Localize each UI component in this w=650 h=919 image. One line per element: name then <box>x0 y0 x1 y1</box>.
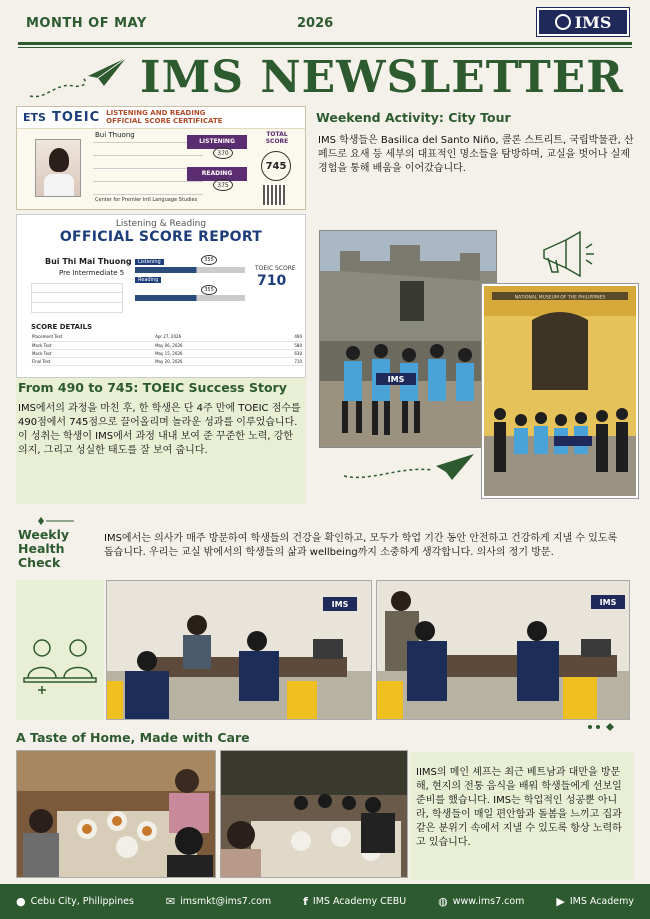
email-icon: ✉ <box>165 895 176 908</box>
facebook-icon: f <box>303 895 308 908</box>
table-cell: 710 <box>266 357 303 365</box>
toeic-certificate-image <box>16 106 306 210</box>
youtube-icon: ▶ <box>556 895 565 908</box>
report-reading-score: 355 <box>201 285 217 295</box>
health-heading-line2: Health <box>18 541 65 556</box>
fort-group-illustration <box>320 231 497 448</box>
score-report-image <box>16 214 306 378</box>
globe-icon: ◍ <box>438 895 448 908</box>
table-cell: Mock Test <box>31 341 154 349</box>
header-rule-thin <box>18 47 632 48</box>
museum-sign: NATIONAL MUSEUM OF THE PHILIPPINES <box>514 295 606 301</box>
certificate-banner <box>106 110 222 125</box>
footer-email[interactable] <box>166 895 271 908</box>
doctor-consultation-icon <box>22 628 98 698</box>
listening-bar <box>135 267 245 273</box>
group-banner: IMS <box>387 375 405 384</box>
table-row <box>31 357 303 365</box>
newsletter-title: IMS NEWSLETTER <box>140 52 624 103</box>
toeic-logo: TOEIC <box>51 110 101 125</box>
month-label: MONTH OF MAY <box>26 16 147 31</box>
health-check-body: IMS에서는 의사가 매주 방문하여 학생들의 건강을 확인하고, 모두가 학업 기간 동안 안전하고 건강하게 지낼 수 있도록 돕습니다. 우리는 교실 밖에서의 학생들의 삶과 wellbeing까지 소중하게 생각합니다. 의사의 정기 방문. <box>104 533 618 558</box>
footer-facebook[interactable] <box>303 895 406 908</box>
weekend-heading: Weekend Activity: City Tour <box>316 110 511 125</box>
certificate-banner-line1: LISTENING AND READING <box>106 109 206 118</box>
table-cell: Apr 27, 2026 <box>154 333 266 341</box>
taste-of-home-heading: A Taste of Home, Made with Care <box>16 730 250 745</box>
score-details-label: SCORE DETAILS <box>31 323 93 331</box>
report-listening-score: 355 <box>201 255 217 265</box>
report-level: Pre Intermediate 5 <box>59 269 125 277</box>
table-cell: Mock Test <box>31 349 154 357</box>
table-row <box>31 333 303 341</box>
listening-tag: Listening <box>135 259 164 265</box>
sparkle-icon <box>30 514 80 528</box>
logo-text: IMS <box>574 12 612 32</box>
wall-sign: IMS <box>331 600 349 609</box>
logo-circle-icon <box>555 14 571 30</box>
table-cell: 630 <box>266 349 303 357</box>
reading-score: 375 <box>213 179 233 191</box>
wall-sign: IMS <box>599 598 617 607</box>
footer-facebook-text[interactable]: IMS Academy CEBU <box>312 896 407 907</box>
toeic-score-label: TOEIC SCORE <box>255 265 296 272</box>
student-photo <box>35 139 81 197</box>
health-check-photo-1 <box>106 580 372 720</box>
table-cell: Final Test <box>31 357 154 365</box>
certificate-footer: Center for Premier Intl Language Studies <box>95 197 198 203</box>
ets-logo: ETS <box>23 111 46 124</box>
reading-label: READING <box>187 167 247 181</box>
report-info-grid <box>31 283 123 313</box>
table-cell: 490 <box>266 333 303 341</box>
table-cell: 580 <box>266 341 303 349</box>
national-museum-photo <box>482 284 638 498</box>
success-story-heading: From 490 to 745: TOEIC Success Story <box>18 380 287 395</box>
footer-website-text[interactable]: www.ims7.com <box>452 896 525 907</box>
header-rule <box>18 42 632 45</box>
taste-of-home-body: IIMS의 메인 셰프는 최근 베트남과 대만을 방문해, 현지의 전통 음식을 배워 학생들에게 선보일 준비를 했습니다. IMS는 학업적인 성공뿐 아니라, 학생들이 매일 편안함과 돌봄을 느끼고 집과 같은 분위기 속에서 지낼 수 있도록 항상 노력하고 있습니다. <box>416 767 622 848</box>
table-cell: Placement Test <box>31 333 154 341</box>
footer-email-text[interactable]: imsmkt@ims7.com <box>180 896 272 907</box>
table-row <box>31 341 303 349</box>
paper-plane-icon <box>26 52 136 102</box>
footer-location-text: Cebu City, Philippines <box>30 896 134 907</box>
footer-youtube-text[interactable]: IMS Academy <box>569 896 635 907</box>
health-check-photo-2 <box>376 580 630 720</box>
year-label: 2026 <box>297 16 334 31</box>
toeic-score: 710 <box>257 273 287 289</box>
table-cell: May 20, 2026 <box>154 357 266 365</box>
listening-score: 370 <box>213 147 233 159</box>
dining-photo-1 <box>16 750 216 878</box>
location-pin-icon: ● <box>15 895 26 908</box>
dining-illustration-2 <box>221 751 408 878</box>
health-heading-line1: Weekly <box>18 527 70 542</box>
weekend-body: IMS 학생들은 Basilica del Santo Niño, 콜론 스트리트, 국립박물관, 산페드로 요새 등 세부의 대표적인 명소들을 탐방하며, 교실을 벗어나 실제 경험을 통해 배움을 이어갔습니다. <box>318 135 634 174</box>
reading-tag: Reading <box>135 277 161 283</box>
health-heading-line3: Check <box>18 555 61 570</box>
health-check-heading <box>18 528 69 570</box>
report-subtitle: Listening & Reading <box>115 219 207 229</box>
table-row <box>31 349 303 357</box>
fort-san-pedro-photo <box>319 230 497 448</box>
score-details-table <box>31 333 303 366</box>
total-score: 745 <box>261 151 291 181</box>
footer-location <box>16 895 134 908</box>
footer-website[interactable] <box>438 895 524 908</box>
success-story-body: IMS에서의 과정을 마친 후, 한 학생은 단 4주 만에 TOEIC 점수를 490점에서 745점으로 끌어올리며 놀라운 성과를 이루었습니다. 이 성취는 학생이 IMS에서 과정 내내 보여 준 꾸준한 노력, 강한 의지, 그리고 성실한 태도를 잘 보여 줍니다. <box>18 403 301 456</box>
listening-label: LISTENING <box>187 135 247 149</box>
report-title: OFFICIAL SCORE REPORT <box>59 229 263 245</box>
table-cell: May 15, 2026 <box>154 349 266 357</box>
dots-divider <box>586 722 630 732</box>
doctor-visit-illustration-1 <box>107 581 372 720</box>
paper-plane-icon <box>340 446 480 486</box>
certificate-name: Bui Thuong <box>95 131 135 139</box>
museum-group-illustration <box>484 286 636 496</box>
megaphone-icon <box>536 228 596 278</box>
footer-youtube[interactable] <box>556 895 634 908</box>
dining-illustration-1 <box>17 751 216 878</box>
certificate-banner-line2: OFFICIAL SCORE CERTIFICATE <box>106 116 223 125</box>
reading-bar <box>135 295 245 301</box>
dining-photo-2 <box>220 750 408 878</box>
ims-logo <box>537 8 629 36</box>
report-name: Bui Thi Mai Thuong <box>45 257 132 266</box>
table-cell: May 06, 2026 <box>154 341 266 349</box>
doctor-visit-illustration-2 <box>377 581 630 720</box>
footer <box>0 884 650 919</box>
qr-code-icon <box>263 185 285 205</box>
total-score-label: TOTAL SCORE <box>265 131 289 145</box>
